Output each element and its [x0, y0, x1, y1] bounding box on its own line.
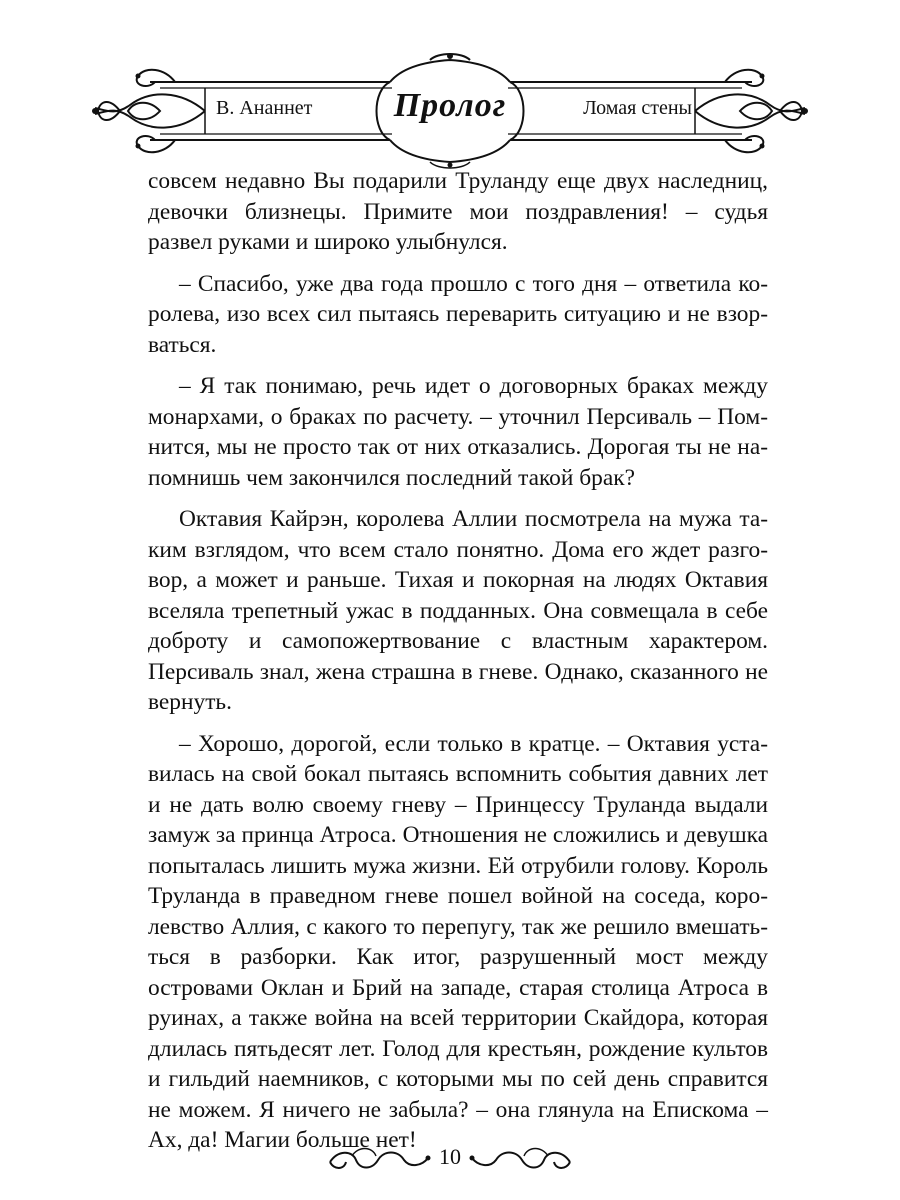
paragraph: – Я так понимаю, речь идет о договорных браках между монархами, о браках по расчету. – уточнил Персиваль – Помнится, мы не просто так от них отказались. Дорогая ты не напомнишь чем закончился последний такой брак?: [148, 373, 768, 491]
body-text: [148, 166, 768, 1167]
paragraph: совсем недавно Вы подарили Труланду еще двух наследниц, девочки близнецы. Примите мои поздравления! – судья развел руками и широко улыбнулся.: [148, 168, 768, 255]
page-number: 10: [439, 1144, 461, 1169]
paragraph: – Спасибо, уже два года прошло с того дня – ответила королева, изо всех сил пытаясь переварить ситуацию и не взорваться.: [148, 270, 768, 358]
running-header: [0, 50, 900, 170]
header-book-title: Ломая стены: [583, 97, 692, 119]
header-author: В. Ананнет: [216, 97, 313, 119]
header-chapter-title: Пролог: [393, 87, 507, 124]
page-footer: [0, 1140, 900, 1180]
paragraph: Октавия Кайрэн, королева Аллии посмотрела на мужа таким взглядом, что всем стало понятно. Дома его ждет разговор, а может и раньше. Тихая и покорная на людях Октавия вселяла трепетный ужас в подданных. Она совмещала в себе доброту и самопожертвование с властным характером. Персиваль знал, жена страшна в гневе. Однако, сказанного не вернуть.: [148, 506, 768, 715]
paragraph: – Хорошо, дорогой, если только в кратце. – Октавия уставилась на свой бокал пытаясь вспомнить события давних лет и не дать волю своему гневу – Принцессу Труланда выдали замуж за принца Атроса. Отношения не сложились и девушка попыталась лишить мужа жизни. Ей отрубили голову. Король Труланда в праведном гневе пошел войной на соседа, королевство Аллия, с какого то перепугу, так же решило вмешатьться в разборки. Как итог, разрушенный мост между островами Оклан и Брий на западе, старая столица Атроса в руинах, а также война на всей территории Скайдора, которая длилась пятьдесят лет. Голод для крестьян, рождение культов и гильдий наемников, с которыми мы по сей день справится не можем. Я ничего не забыла? – она глянула на Епискома – Ах, да! Магии больше нет!: [148, 730, 768, 1153]
